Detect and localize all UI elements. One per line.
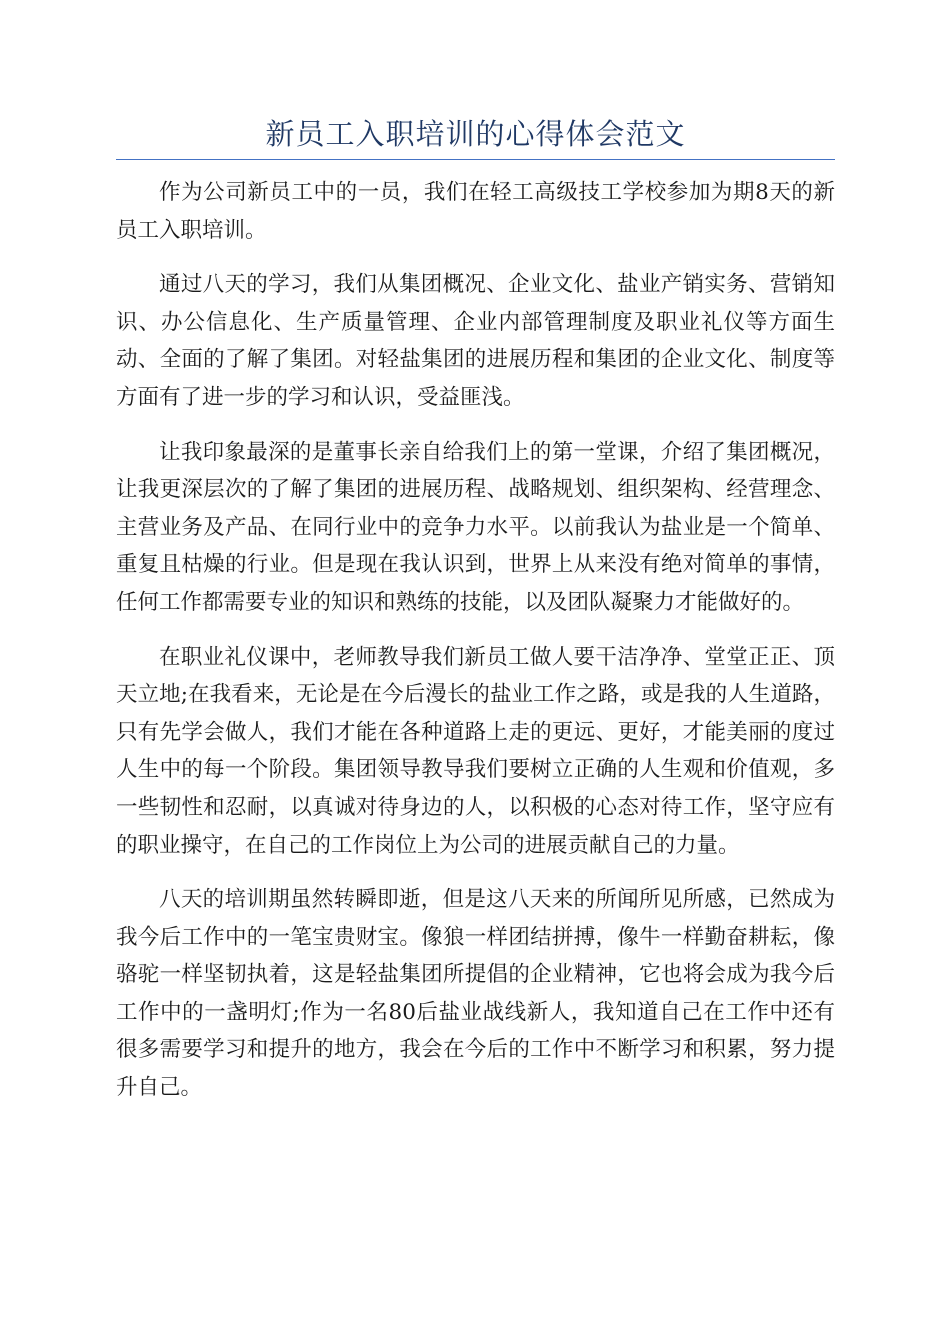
paragraph-2: 通过八天的学习，我们从集团概况、企业文化、盐业产销实务、营销知识、办公信息化、生产质量管理、企业内部管理制度及职业礼仪等方面生动、全面的了解了集团。对轻盐集团的进展历程和集团的企业文化、制度等方面有了进一步的学习和认识，受益匪浅。 xyxy=(116,272,835,410)
paragraph-5: 八天的培训期虽然转瞬即逝，但是这八天来的所闻所见所感，已然成为我今后工作中的一笔宝贵财宝。像狼一样团结拼搏，像牛一样勤奋耕耘，像骆驼一样坚韧执着，这是轻盐集团所提倡的企业精神，它也将会成为我今后工作中的一盏明灯;作为一名80后盐业战线新人，我知道自己在工作中还有很多需要学习和提升的地方，我会在今后的工作中不断学习和积累，努力提升自己。 xyxy=(116,887,835,1101)
paragraph-3: 让我印象最深的是董事长亲自给我们上的第一堂课，介绍了集团概况，让我更深层次的了解了集团的进展历程、战略规划、组织架构、经营理念、主营业务及产品、在同行业中的竞争力水平。以前我认为盐业是一个简单、重复且枯燥的行业。但是现在我认识到，世界上从来没有绝对简单的事情，任何工作都需要专业的知识和熟练的技能，以及团队凝聚力才能做好的。 xyxy=(116,439,835,615)
paragraph-1: 作为公司新员工中的一员，我们在轻工高级技工学校参加为期8天的新员工入职培训。 xyxy=(116,180,835,243)
document-title: 新员工入职培训的心得体会范文 xyxy=(116,110,835,160)
document-page xyxy=(116,110,835,1124)
paragraph-4: 在职业礼仪课中，老师教导我们新员工做人要干洁净净、堂堂正正、顶天立地;在我看来，无论是在今后漫长的盐业工作之路，或是我的人生道路，只有先学会做人，我们才能在各种道路上走的更远、更好，才能美丽的度过人生中的每一个阶段。集团领导教导我们要树立正确的人生观和价值观，多一些韧性和忍耐，以真诚对待身边的人，以积极的心态对待工作，坚守应有的职业操守，在自己的工作岗位上为公司的进展贡献自己的力量。 xyxy=(116,644,835,858)
